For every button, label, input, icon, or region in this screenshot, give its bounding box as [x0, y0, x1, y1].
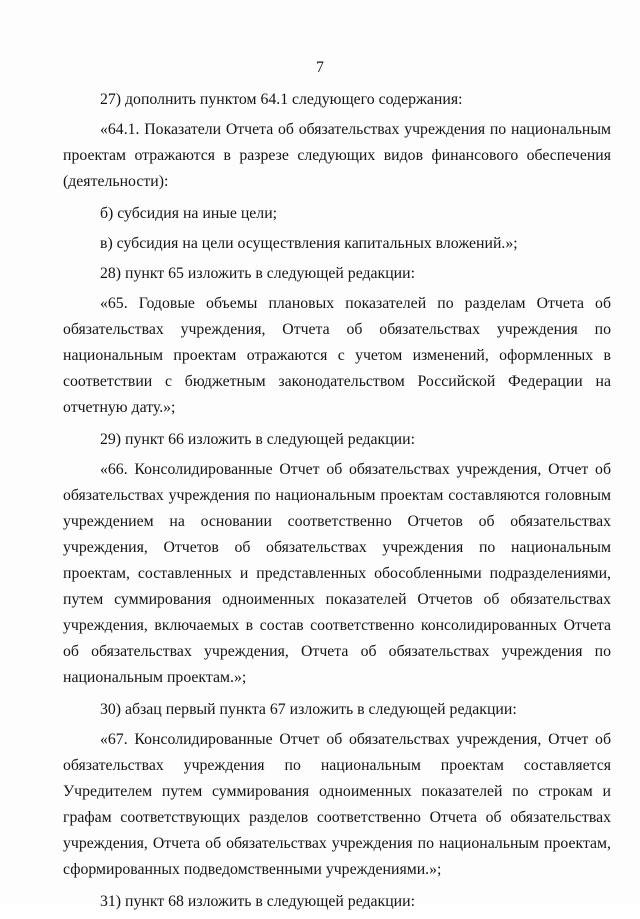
paragraph-item-29: 29) пункт 66 изложить в следующей редакции:	[100, 431, 415, 448]
paragraph-subsidy-capital: в) субсидия на цели осуществления капитальных вложений.»;	[100, 235, 518, 252]
paragraph-point-67: «67. Консолидированные Отчет об обязательствах учреждения, Отчет об обязательствах учреждения по национальным проектам составляется Учредителем путем суммирования одноименных показателей по строкам и графам соответствующих разделов соответственно Отчета об обязательствах учреждения, Отчета об обязательствах учреждения по национальным проектам, сформированных подведомственными учреждениями.»;	[63, 731, 611, 878]
page-number: 7	[316, 59, 324, 76]
paragraph-item-28: 28) пункт 65 изложить в следующей редакции:	[100, 265, 415, 282]
paragraph-item-31: 31) пункт 68 изложить в следующей редакции:	[100, 893, 415, 910]
paragraph-point-66: «66. Консолидированные Отчет об обязательствах учреждения, Отчет об обязательствах учреждения по национальным проектам составляются головным учреждением на основании соответственно Отчетов об обязательствах учреждения, Отчетов об обязательствах учреждения по национальным проектам, составленных и представленных обособленными подразделениями, путем суммирования одноименных показателей Отчетов об обязательствах учреждения, включаемых в состав соответственно консолидированных Отчета об обязательствах учреждения, Отчета об обязательствах учреждения по национальным проектам.»;	[63, 461, 611, 686]
paragraph-subsidy-other: б) субсидия на иные цели;	[100, 205, 278, 222]
paragraph-item-27: 27) дополнить пунктом 64.1 следующего содержания:	[100, 91, 463, 108]
paragraph-point-64-1: «64.1. Показатели Отчета об обязательствах учреждения по национальным проектам отражаются в разрезе следующих видов финансового обеспечения (деятельности):	[63, 121, 611, 190]
document-body	[63, 87, 611, 919]
paragraph-point-65: «65. Годовые объемы плановых показателей по разделам Отчета об обязательствах учреждения, Отчета об обязательствах учреждения по национальным проектам отражаются с учетом изменений, оформленных в соответствии с бюджетным законодательством Российской Федерации на отчетную дату.»;	[63, 295, 611, 416]
paragraph-item-30: 30) абзац первый пункта 67 изложить в следующей редакции:	[100, 701, 517, 718]
